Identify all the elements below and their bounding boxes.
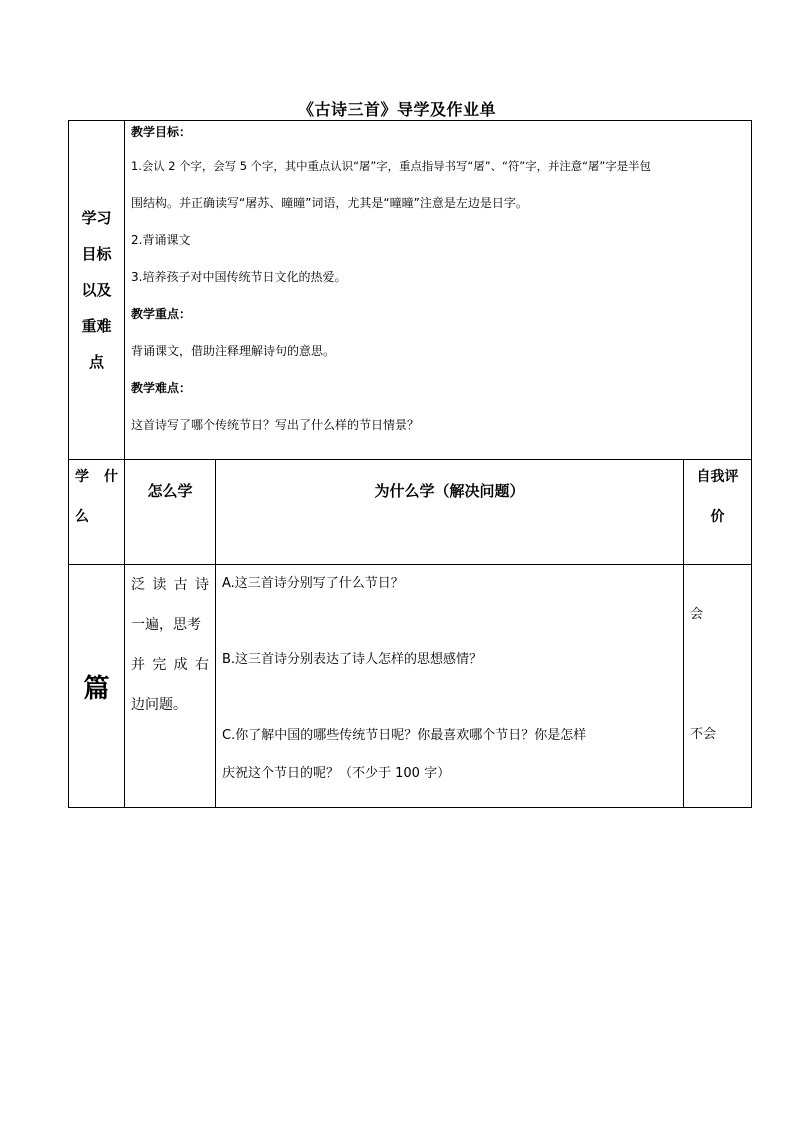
method-char: 完 (152, 657, 167, 673)
goals-label-line: 以及 (81, 281, 112, 299)
self-eval-option-can: 会 (690, 607, 704, 622)
pian-cell: 篇 (69, 565, 125, 808)
goals-label-line: 学习 (81, 209, 112, 227)
self-evaluation-header (684, 460, 752, 565)
method-line: 一遍，思考 (131, 617, 201, 633)
method-line (131, 645, 209, 685)
difficult-points-text: 这首诗写了哪个传统节日？写出了什么样的节日情景？ (131, 418, 420, 432)
goal-3: 3.培养孩子对中国传统节日文化的热爱。 (131, 270, 347, 284)
what-header-char: 么 (75, 509, 89, 525)
self-evaluation-cell (684, 565, 752, 808)
question-c-line-2: 庆祝这个节日的呢？（不少于 100 字） (222, 766, 451, 781)
self-eval-header-line: 价 (710, 509, 725, 525)
goals-label-cell (69, 121, 125, 460)
method-char: 泛 (131, 577, 145, 593)
key-points-text: 背诵课文，借助注释理解诗句的意思。 (131, 344, 336, 358)
questions-cell (216, 565, 684, 808)
what-header-char: 学 (75, 469, 89, 485)
method-char: 成 (173, 657, 188, 673)
method-char: 读 (152, 577, 167, 593)
question-c-line-1: C.你了解中国的哪些传统节日呢？你最喜欢哪个节日？你是怎样 (222, 728, 587, 743)
goal-1-line-2: 围结构。并正确读写“屠苏、曈曈”词语，尤其是“曈曈”注意是左边是日字。 (131, 196, 528, 210)
goals-label-line: 目标 (81, 245, 112, 263)
goals-content-cell (125, 121, 752, 460)
method-line (131, 565, 209, 605)
self-eval-option-cannot: 不会 (690, 727, 717, 742)
teaching-goals-heading: 教学目标： (131, 125, 192, 139)
method-line: 边问题。 (131, 697, 187, 713)
difficult-points-heading: 教学难点： (131, 381, 192, 395)
why-learn-header: 为什么学（解决问题） (216, 460, 684, 565)
goal-1-line-1: 1.会认 2 个字，会写 5 个字，其中重点认识“屠”字，重点指导书写“屠”、“符”字，并注意“屠”字是半包 (131, 159, 651, 173)
question-a: A.这三首诗分别写了什么节日？ (222, 576, 404, 591)
self-eval-header-line: 自我评 (696, 469, 739, 485)
method-char: 诗 (194, 577, 209, 593)
study-sheet-table (68, 120, 752, 808)
content-row (69, 565, 752, 808)
method-char: 古 (173, 577, 188, 593)
how-to-learn-header: 怎么学 (125, 460, 216, 565)
goals-label-line: 重难 (81, 317, 112, 335)
document-title: 《古诗三首》导学及作业单 (297, 100, 496, 119)
method-char: 右 (194, 657, 209, 673)
method-char: 并 (131, 657, 145, 673)
key-points-heading: 教学重点： (131, 307, 192, 321)
method-cell (125, 565, 216, 808)
question-b: B.这三首诗分别表达了诗人怎样的思想感情？ (222, 652, 483, 667)
goals-label-line: 点 (88, 353, 104, 371)
column-header-row (69, 460, 752, 565)
goal-2: 2.背诵课文 (131, 233, 191, 247)
what-header-char: 什 (104, 469, 118, 485)
what-to-learn-header (69, 460, 125, 565)
goals-row (69, 121, 752, 460)
